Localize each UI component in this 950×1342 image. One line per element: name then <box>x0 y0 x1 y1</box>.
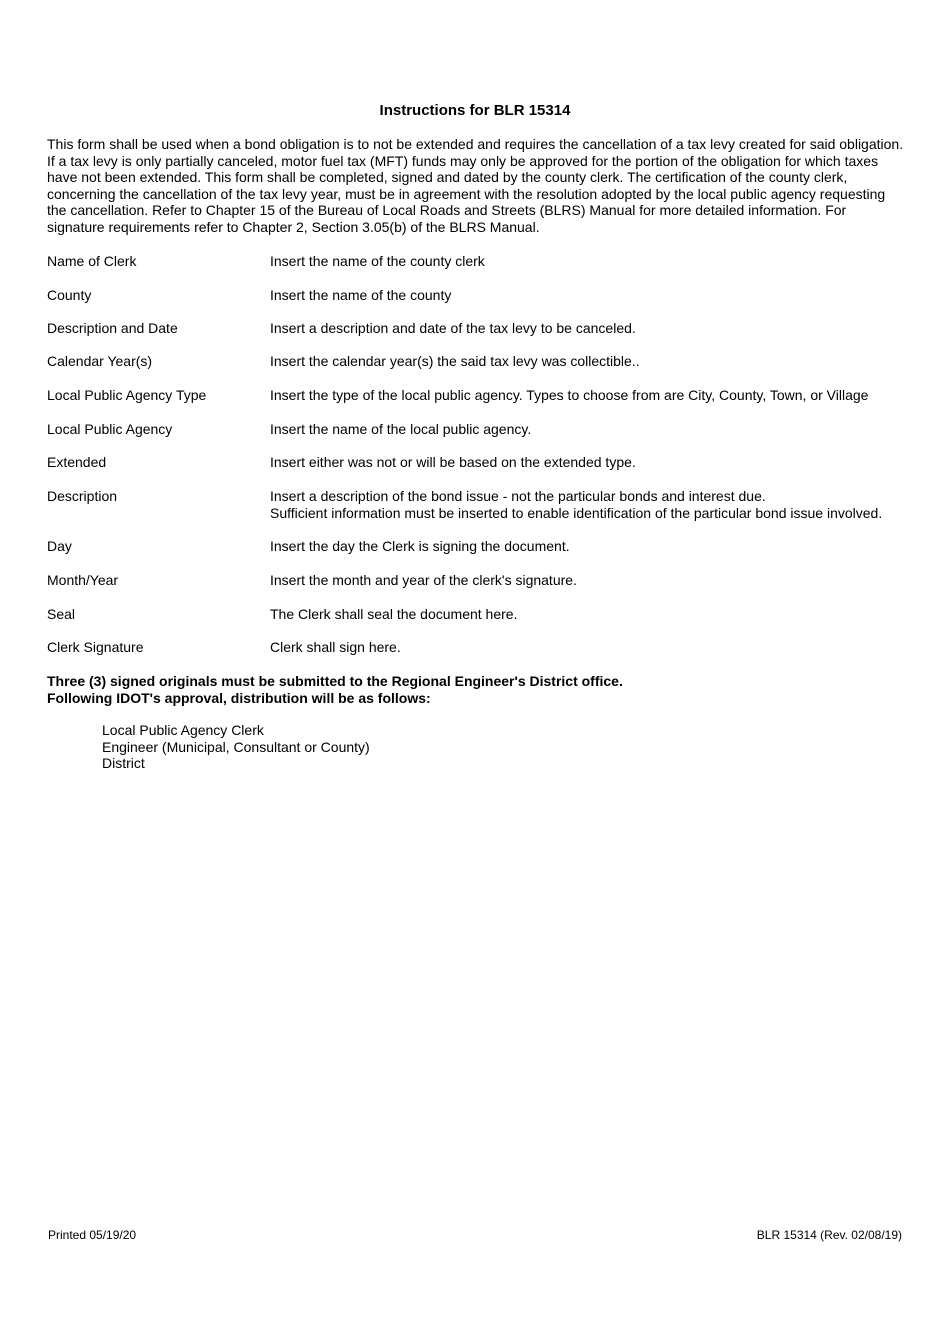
field-description: Insert the month and year of the clerk's signature. <box>270 572 577 588</box>
list-item: Engineer (Municipal, Consultant or County) <box>102 738 370 755</box>
intro-line: the cancellation. Refer to Chapter 15 of the Bureau of Local Roads and Streets (BLRS) Manual for more detailed information. For <box>47 202 847 219</box>
field-label: Seal <box>47 606 76 622</box>
field-description: Insert the type of the local public agency. Types to choose from are City, County, Town, or Village <box>270 387 869 403</box>
field-description: Insert the day the Clerk is signing the document. <box>270 538 570 554</box>
intro-line: This form shall be used when a bond obligation is to not be extended and requires the cancellation of a tax levy created for said obligation. <box>47 136 904 152</box>
intro-line: have not been extended. This form shall be completed, signed and dated by the county clerk. The certification of the county clerk, <box>47 169 848 186</box>
field-label: County <box>47 287 92 303</box>
page-title: Instructions for BLR 15314 <box>379 102 571 119</box>
field-description-line: Sufficient information must be inserted to enable identification of the particular bond issue involved. <box>270 504 883 521</box>
field-description: Insert a description and date of the tax levy to be canceled. <box>270 320 636 336</box>
intro-line: concerning the cancellation of the tax levy year, must be in agreement with the resolution adopted by the local public agency requesting <box>47 185 886 202</box>
field-label: Local Public Agency Type <box>47 387 207 403</box>
field-label: Day <box>47 538 72 554</box>
printed-date: Printed 05/19/20 <box>48 1228 137 1242</box>
field-label: Extended <box>47 454 107 470</box>
field-description: Clerk shall sign here. <box>270 639 401 655</box>
field-label: Calendar Year(s) <box>47 353 153 369</box>
notice-line: Three (3) signed originals must be submitted to the Regional Engineer's District office. <box>47 673 623 689</box>
intro-line: signature requirements refer to Chapter 2, Section 3.05(b) of the BLRS Manual. <box>47 218 540 235</box>
field-label: Description and Date <box>47 320 178 336</box>
form-revision: BLR 15314 (Rev. 02/08/19) <box>756 1228 902 1242</box>
list-item: Local Public Agency Clerk <box>102 722 264 738</box>
field-description: Insert the name of the county clerk <box>270 253 485 269</box>
field-description: Insert either was not or will be based on the extended type. <box>270 454 636 470</box>
field-description <box>270 488 920 521</box>
field-label: Name of Clerk <box>47 253 137 269</box>
list-item: District <box>102 755 145 772</box>
field-label: Local Public Agency <box>47 421 173 437</box>
intro-line: If a tax levy is only partially canceled, motor fuel tax (MFT) funds may only be approved for the portion of the obligation for which taxes <box>47 152 879 169</box>
field-description: Insert the name of the county <box>270 287 452 303</box>
field-description-line: Insert a description of the bond issue - not the particular bonds and interest due. <box>270 488 766 504</box>
intro-paragraph <box>47 136 907 236</box>
field-label: Clerk Signature <box>47 639 144 655</box>
field-description: The Clerk shall seal the document here. <box>270 606 518 622</box>
notice-line: Following IDOT's approval, distribution will be as follows: <box>47 689 431 706</box>
submission-notice <box>47 673 623 706</box>
field-label: Month/Year <box>47 572 119 588</box>
field-description: Insert the name of the local public agency. <box>270 421 532 437</box>
field-label: Description <box>47 488 118 504</box>
distribution-list <box>102 722 370 772</box>
field-description: Insert the calendar year(s) the said tax levy was collectible.. <box>270 353 640 369</box>
